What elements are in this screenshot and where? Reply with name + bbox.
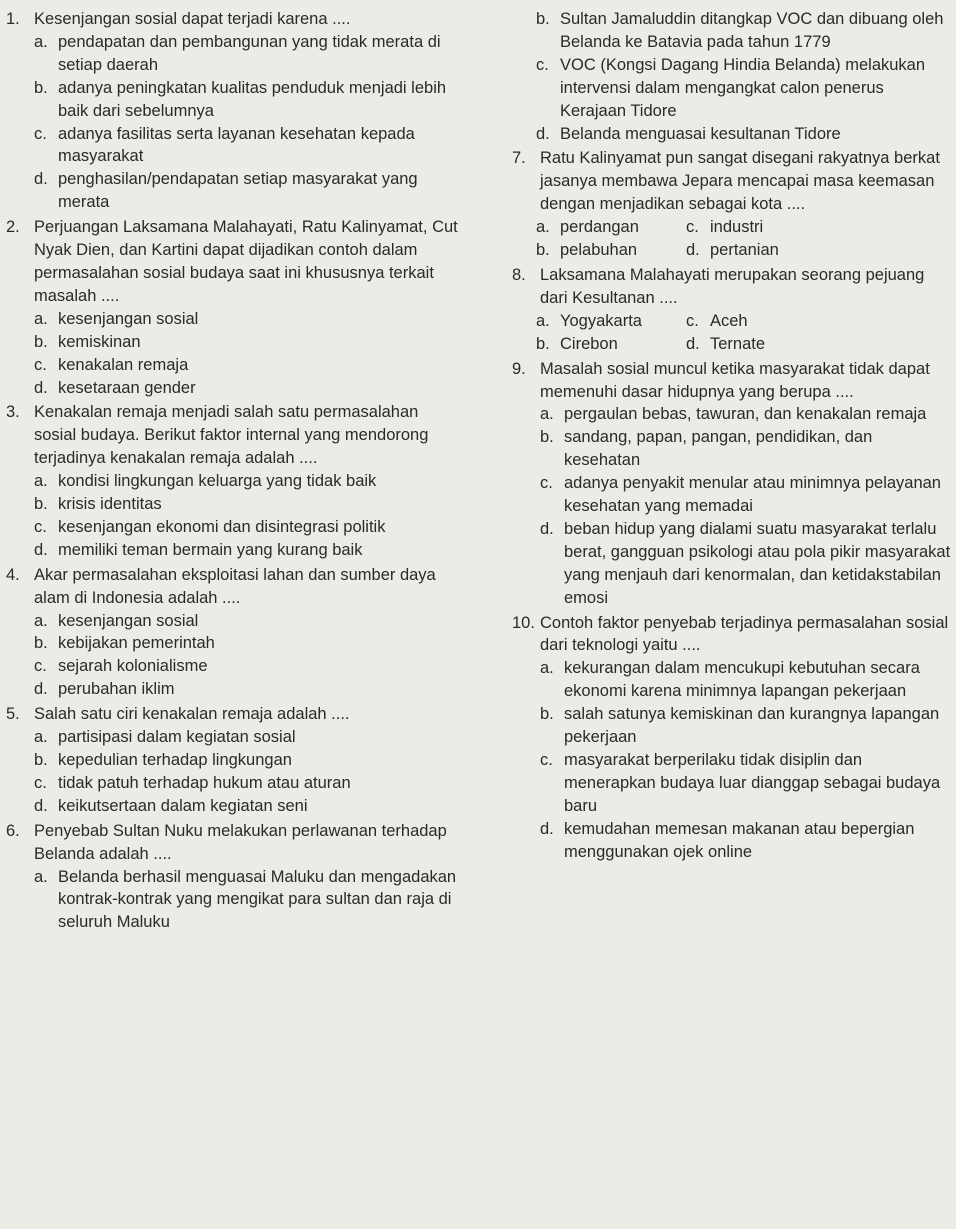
option-text: adanya penyakit menular atau minimnya pelayanan kesehatan yang memadai [564,474,941,516]
option-label: b. [34,634,48,653]
question-stem: Ratu Kalinyamat pun sangat disegani rakyatnya berkat jasanya membawa Jepara mencapai masa keemasan dengan menjadikan sebagai kota .... [540,149,940,214]
option-text: VOC (Kongsi Dagang Hindia Belanda) melakukan intervensi dalam mengangkat calon penerus Kerajaan Tidore [560,55,926,120]
question-2 [6,216,461,399]
option-text: salah satunya kemiskinan dan kurangnya lapangan pekerjaan [564,705,940,747]
option-b[interactable] [536,239,686,262]
option-c[interactable] [34,354,461,377]
option-d[interactable] [34,678,461,701]
option-text: partisipasi dalam kegiatan sosial [58,728,296,747]
question-number: 7. [512,149,526,168]
question-5 [6,703,461,818]
option-a[interactable] [34,470,461,493]
option-label: b. [536,10,550,28]
option-text: adanya peningkatan kualitas penduduk menjadi lebih baik dari sebelumnya [58,78,447,120]
question-9 [512,358,952,610]
option-label: d. [34,378,48,397]
question-7 [512,147,952,216]
option-text: kenakalan remaja [58,355,189,374]
question-stem: Penyebab Sultan Nuku melakukan perlawanan terhadap Belanda adalah .... [34,821,447,863]
question-number: 6. [6,821,20,840]
question-stem: Contoh faktor penyebab terjadinya permasalahan sosial dari teknologi yaitu .... [540,613,949,655]
option-label: b. [34,495,48,514]
option-text: pergaulan bebas, tawuran, dan kenakalan remaja [564,405,927,424]
question-number: 9. [512,359,526,378]
option-text: kesetaraan gender [58,378,196,397]
option-label: c. [540,474,553,493]
option-label: a. [536,218,550,237]
options-row-ac [512,310,952,333]
option-label: d. [536,124,550,143]
option-text: kesenjangan ekonomi dan disintegrasi politik [58,517,386,536]
option-c[interactable] [540,472,952,518]
question-number: 8. [512,265,526,284]
question-number: 5. [6,705,20,724]
option-text: kesenjangan sosial [58,309,199,328]
question-stem: Kenakalan remaja menjadi salah satu permasalahan sosial budaya. Berikut faktor internal yang mendorong terjadinya kenakalan remaja adalah .... [34,403,429,468]
option-c[interactable] [34,516,461,539]
option-label: c. [536,55,549,74]
option-d[interactable] [34,539,461,562]
option-a[interactable] [536,216,686,239]
option-text: perubahan iklim [58,680,175,699]
option-text: kebijakan pemerintah [58,634,215,653]
option-label: b. [34,78,48,97]
question-number: 3. [6,403,20,422]
option-c[interactable] [34,655,461,678]
option-b[interactable] [512,8,952,54]
option-a[interactable] [34,308,461,331]
option-label: b. [34,332,48,351]
option-d[interactable] [34,168,461,214]
option-text: kesenjangan sosial [58,611,199,630]
option-label: a. [34,32,48,51]
option-text: krisis identitas [58,495,162,514]
option-text: beban hidup yang dialami suatu masyarakat terlalu berat, gangguan psikologi atau pola pikir masyarakat yang menjauh dari kenormalan, dan ketidakstabilan emosi [564,519,951,607]
option-b[interactable] [34,493,461,516]
option-b[interactable] [536,333,686,356]
option-label: b. [536,241,550,260]
option-label: b. [540,705,554,724]
option-b[interactable] [34,331,461,354]
option-label: c. [34,355,47,374]
option-label: a. [34,867,48,886]
option-label: c. [540,751,553,769]
question-4 [6,564,461,701]
option-label: d. [540,819,554,838]
option-text: Aceh [710,311,748,330]
option-d[interactable] [540,518,952,610]
option-text: Belanda berhasil menguasai Maluku dan mengadakan kontrak-kontrak yang mengikat para sultan dan raja di seluruh Maluku [58,867,457,932]
option-text: pendapatan dan pembangunan yang tidak merata di setiap daerah [58,32,441,74]
option-text: Belanda menguasai kesultanan Tidore [560,124,841,143]
option-a[interactable] [540,403,952,426]
option-text: industri [710,218,764,237]
options-row-ac [512,216,952,239]
option-text: kemiskinan [58,332,141,351]
option-label: a. [34,611,48,630]
question-3 [6,401,461,561]
option-label: b. [536,334,550,353]
option-text: adanya fasilitas serta layanan kesehatan kepada masyarakat [58,124,415,166]
option-text: pertanian [710,241,779,260]
option-label: a. [34,728,48,747]
option-label: d. [34,680,48,699]
question-number: 1. [6,10,20,28]
option-d[interactable] [540,818,952,864]
option-a[interactable] [34,866,461,935]
left-column [6,8,461,934]
option-a[interactable] [536,310,686,333]
option-label: b. [540,428,554,447]
option-c[interactable] [34,772,461,795]
option-a[interactable] [34,31,461,77]
option-label: c. [686,311,699,330]
option-text: Ternate [710,334,766,353]
option-label: c. [34,773,47,792]
options-row-bd [512,239,952,262]
option-b[interactable] [34,632,461,655]
option-text: kekurangan dalam mencukupi kebutuhan secara ekonomi karena minimnya lapangan pekerjaan [564,659,920,701]
option-text: perdangan [560,218,639,237]
option-text: Cirebon [560,334,618,353]
option-label: d. [34,170,48,189]
question-stem: Masalah sosial muncul ketika masyarakat tidak dapat memenuhi dasar hidupnya yang berupa .... [540,359,930,401]
option-label: d. [686,241,700,260]
question-6-continued [512,8,952,145]
option-c[interactable] [686,216,763,239]
option-text: memiliki teman bermain yang kurang baik [58,540,363,559]
option-a[interactable] [34,726,461,749]
option-label: c. [34,124,47,143]
right-column [512,8,952,864]
option-label: d. [34,796,48,815]
option-label: a. [540,405,554,424]
option-text: sejarah kolonialisme [58,657,208,676]
question-number: 4. [6,565,20,584]
question-stem: Kesenjangan sosial dapat terjadi karena .... [34,10,351,28]
question-stem: Salah satu ciri kenakalan remaja adalah .... [34,705,350,724]
option-d[interactable] [34,377,461,400]
option-d[interactable] [34,795,461,818]
option-label: a. [540,659,554,678]
option-b[interactable] [34,749,461,772]
option-text: kondisi lingkungan keluarga yang tidak baik [58,472,377,491]
option-text: kemudahan memesan makanan atau bepergian menggunakan ojek online [564,819,915,861]
option-label: a. [34,309,48,328]
option-d[interactable] [512,123,952,146]
option-b[interactable] [540,703,952,749]
option-text: sandang, papan, pangan, pendidikan, dan kesehatan [564,428,873,470]
question-1 [6,8,461,214]
question-stem: Akar permasalahan eksploitasi lahan dan sumber daya alam di Indonesia adalah .... [34,565,436,607]
option-c[interactable] [512,54,952,123]
question-number: 10. [512,613,535,632]
question-10 [512,612,952,864]
option-d[interactable] [686,333,765,356]
option-c[interactable] [686,310,748,333]
question-stem: Perjuangan Laksamana Malahayati, Ratu Kalinyamat, Cut Nyak Dien, dan Kartini dapat dijadikan contoh dalam permasalahan sosial budaya saat ini khususnya terkait masalah .... [34,218,458,305]
question-stem: Laksamana Malahayati merupakan seorang pejuang dari Kesultanan .... [540,265,925,307]
option-label: c. [686,218,699,237]
option-text: penghasilan/pendapatan setiap masyarakat yang merata [58,170,418,212]
option-text: kepedulian terhadap lingkungan [58,751,292,769]
option-text: pelabuhan [560,241,638,260]
option-text: Sultan Jamaluddin ditangkap VOC dan dibuang oleh Belanda ke Batavia pada tahun 1779 [560,10,944,51]
option-a[interactable] [34,610,461,633]
option-b[interactable] [540,426,952,472]
option-a[interactable] [540,657,952,703]
option-label: c. [34,517,47,536]
option-text: Yogyakarta [560,311,642,330]
option-d[interactable] [686,239,779,262]
option-text: masyarakat berperilaku tidak disiplin dan menerapkan budaya luar dianggap sebagai budaya baru [564,751,941,815]
question-number: 2. [6,218,20,237]
option-c[interactable] [34,123,461,169]
question-6 [6,820,461,935]
question-8 [512,264,952,310]
option-label: c. [34,657,47,676]
option-label: a. [34,472,48,491]
option-label: d. [540,519,554,538]
option-label: d. [34,540,48,559]
option-label: d. [686,334,700,353]
option-text: tidak patuh terhadap hukum atau aturan [58,773,351,792]
option-label: b. [34,751,48,769]
option-c[interactable] [540,749,952,818]
option-b[interactable] [34,77,461,123]
option-text: keikutsertaan dalam kegiatan seni [58,796,308,815]
option-label: a. [536,311,550,330]
options-row-bd [512,333,952,356]
